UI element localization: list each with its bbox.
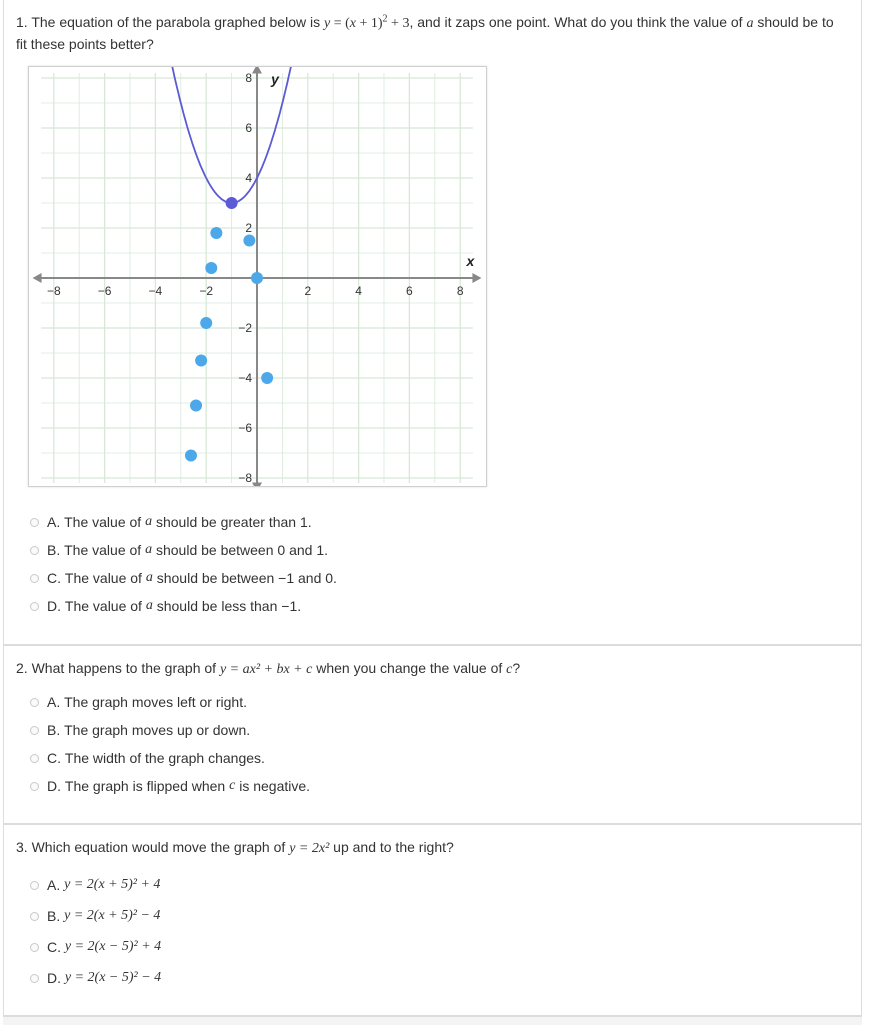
data-point: [251, 272, 263, 284]
q1-option-d[interactable]: D. The value of a should be less than −1.: [30, 596, 301, 616]
y-axis-arrow-down: [252, 483, 262, 487]
question-2-card: [3, 645, 862, 824]
question-1-text: 1. The equation of the parabola graphed below is $y = (x + 1)^2 + 3$, and it zaps one point. What do you think the value of a should be to fit these points better?: [16, 13, 834, 52]
radio-button[interactable]: [30, 574, 39, 583]
radio-button[interactable]: [30, 518, 39, 527]
question-3-card: [3, 824, 862, 1016]
q2-option-c[interactable]: C. The width of the graph changes.: [30, 748, 265, 768]
y-tick-label: −8: [238, 471, 252, 485]
data-point: [195, 355, 207, 367]
x-tick-label: −4: [148, 284, 163, 298]
y-tick-label: 2: [245, 221, 252, 235]
radio-button[interactable]: [30, 726, 39, 735]
y-axis-arrow-up: [252, 67, 262, 74]
q2-option-d[interactable]: D. The graph is flipped when c is negative.: [30, 776, 310, 796]
vertex-point: [226, 197, 238, 209]
parabola-graph: [28, 66, 487, 487]
x-axis-arrow-right: [472, 273, 481, 283]
x-tick-label: 2: [304, 284, 312, 298]
data-point: [205, 262, 217, 274]
y-tick-label: 8: [245, 71, 252, 85]
y-tick-label: 6: [245, 121, 252, 135]
y-tick-label: −4: [238, 371, 252, 385]
y-axis-label: y: [271, 71, 279, 87]
question-3-text: 3. Which equation would move the graph of y = 2x² up and to the right?: [16, 839, 454, 856]
graph-svg: [29, 67, 486, 486]
q1-option-c[interactable]: C. The value of a should be between −1 and 0.: [30, 568, 337, 588]
x-axis-arrow-left: [33, 273, 42, 283]
radio-button[interactable]: [30, 881, 39, 890]
q3-option-a[interactable]: A. y = 2(x + 5)² + 4: [30, 875, 160, 895]
radio-button[interactable]: [30, 754, 39, 763]
q3-option-b[interactable]: B. y = 2(x + 5)² − 4: [30, 906, 160, 926]
x-tick-label: −2: [199, 284, 214, 298]
y-tick-label: 4: [245, 171, 252, 185]
radio-button[interactable]: [30, 602, 39, 611]
radio-button[interactable]: [30, 782, 39, 791]
q3-option-d[interactable]: D. y = 2(x − 5)² − 4: [30, 968, 161, 988]
y-tick-label: −6: [238, 421, 252, 435]
radio-button[interactable]: [30, 698, 39, 707]
radio-button[interactable]: [30, 912, 39, 921]
y-tick-label: −2: [238, 321, 252, 335]
x-tick-label: 6: [406, 284, 413, 298]
radio-button[interactable]: [30, 974, 39, 983]
question-1-card: [3, 0, 862, 645]
x-tick-label: −8: [46, 284, 61, 298]
q2-option-a[interactable]: A. The graph moves left or right.: [30, 692, 247, 712]
radio-button[interactable]: [30, 546, 39, 555]
x-tick-label: 8: [456, 284, 464, 298]
data-point: [190, 400, 202, 412]
data-point: [243, 235, 255, 247]
x-tick-label: 4: [355, 284, 362, 298]
question-2-text: 2. What happens to the graph of y = ax² + bx + c when you change the value of c?: [16, 660, 521, 677]
x-tick-label: −6: [97, 284, 112, 298]
data-point: [210, 227, 222, 239]
q1-option-a[interactable]: A. The value of a should be greater than 1.: [30, 512, 312, 532]
q3-option-c[interactable]: C. y = 2(x − 5)² + 4: [30, 937, 161, 957]
data-point: [185, 450, 197, 462]
data-point: [200, 317, 212, 329]
q1-option-b[interactable]: B. The value of a should be between 0 and 1.: [30, 540, 328, 560]
data-point: [261, 372, 273, 384]
x-axis-label: x: [466, 253, 475, 269]
radio-button[interactable]: [30, 943, 39, 952]
q2-option-b[interactable]: B. The graph moves up or down.: [30, 720, 250, 740]
